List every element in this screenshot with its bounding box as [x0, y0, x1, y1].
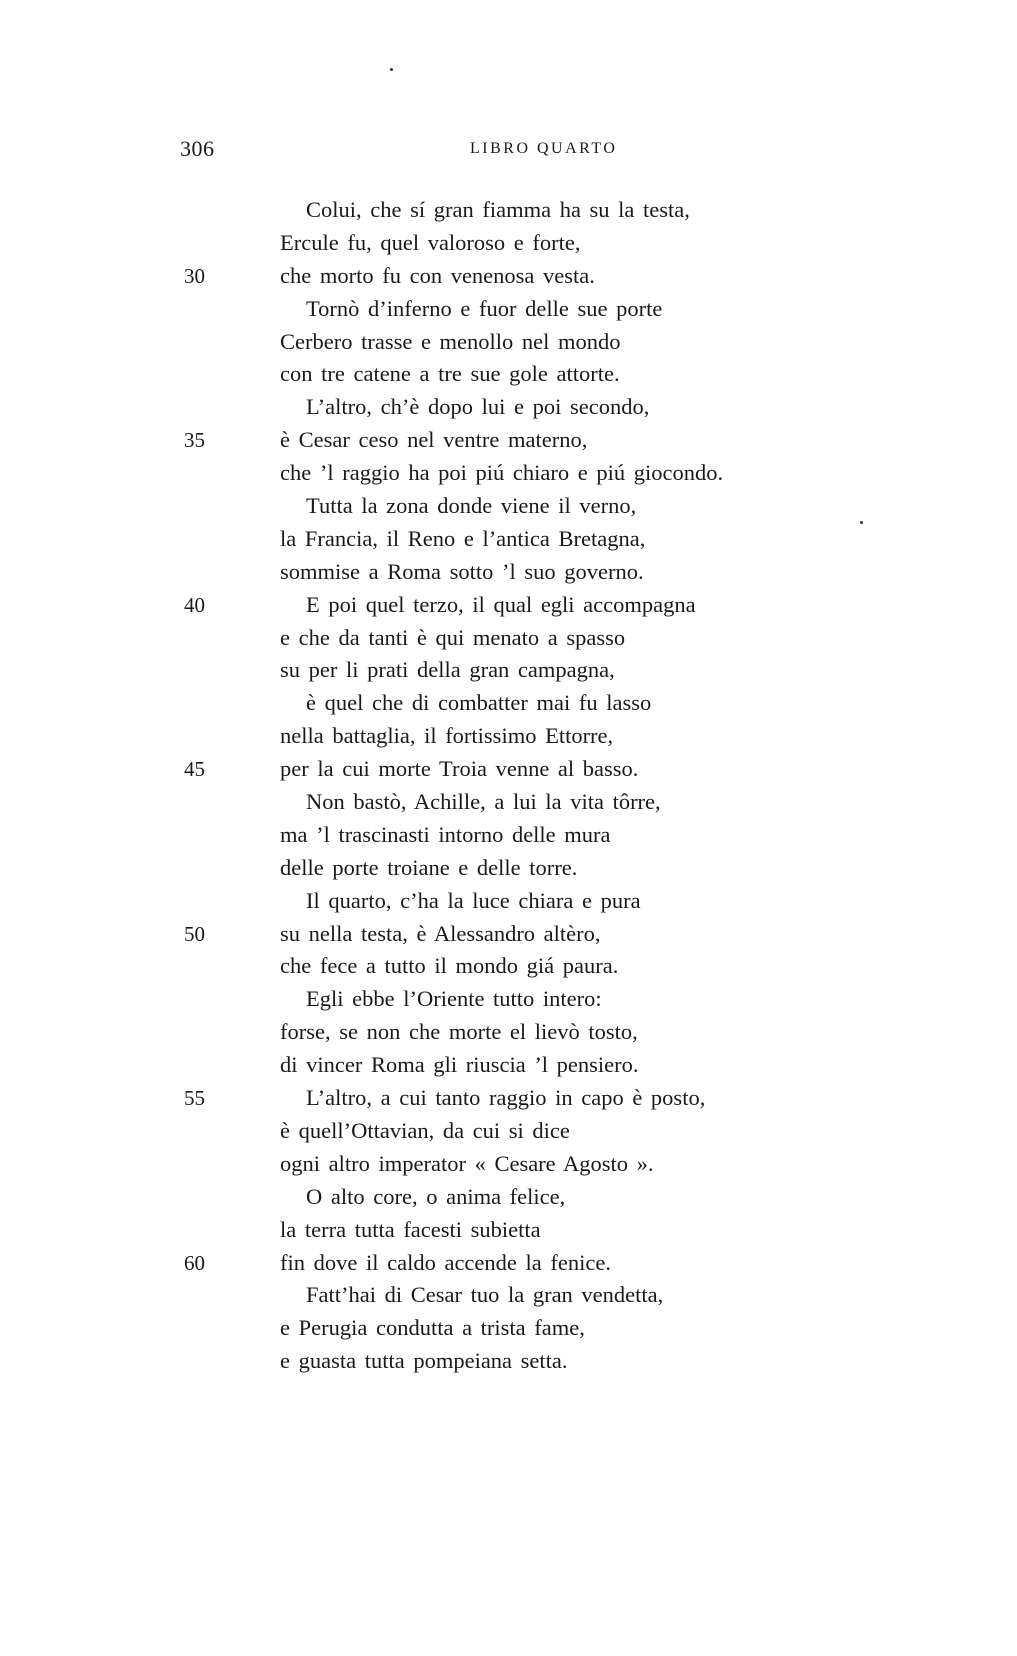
verse-text: Colui, che sí gran fiamma ha su la testa,: [306, 197, 690, 222]
verse-line: [0, 490, 1017, 523]
verse-line: [0, 227, 1017, 260]
verse-line: [0, 293, 1017, 326]
verse-text: forse, se non che morte el lievò tosto,: [280, 1019, 638, 1045]
verse-line: [0, 391, 1017, 424]
line-number: 45: [184, 757, 205, 782]
verse-line: [0, 523, 1017, 556]
verse-block: [0, 194, 1017, 1378]
verse-line: [0, 194, 1017, 227]
verse-line: [0, 1049, 1017, 1082]
verse-line: [0, 819, 1017, 852]
verse-line: [0, 1016, 1017, 1049]
verse-line: [0, 1115, 1017, 1148]
page-number: 306: [180, 136, 215, 161]
verse-line: [0, 1279, 1017, 1312]
verse-text: ogni altro imperator « Cesare Agosto ».: [280, 1150, 654, 1176]
verse-text: delle porte troiane e delle torre.: [280, 854, 578, 880]
verse-text: sommise a Roma sotto ’l suo governo.: [280, 558, 644, 584]
verse-line: [0, 358, 1017, 391]
verse-text: è Cesar ceso nel ventre materno,: [280, 427, 588, 453]
verse-text: e che da tanti è qui menato a spasso: [280, 624, 626, 650]
ink-speck: [390, 68, 393, 71]
page-header: [0, 136, 1017, 166]
verse-text: Tornò d’inferno e fuor delle sue porte: [306, 295, 663, 321]
verse-text: è quel che di combatter mai fu lasso: [306, 690, 652, 716]
verse-line: [0, 1082, 1017, 1115]
verse-text: E poi quel terzo, il qual egli accompagna: [306, 591, 696, 617]
verse-text: O alto core, o anima felice,: [306, 1183, 566, 1209]
verse-line: [0, 852, 1017, 885]
line-number: 35: [184, 428, 205, 453]
verse-text: la Francia, il Reno e l’antica Bretagna,: [280, 525, 646, 551]
verse-line: [0, 753, 1017, 786]
verse-text: di vincer Roma gli riuscia ’l pensiero.: [280, 1052, 639, 1078]
verse-text: e Perugia condutta a trista fame,: [280, 1315, 585, 1341]
verse-line: [0, 687, 1017, 720]
verse-text: Cerbero trasse e menollo nel mondo: [280, 328, 621, 354]
verse-line: [0, 260, 1017, 293]
verse-text: che ’l raggio ha poi piú chiaro e piú giocondo.: [280, 460, 724, 486]
verse-line: [0, 918, 1017, 951]
line-number: 50: [184, 921, 205, 946]
line-number: 60: [184, 1250, 205, 1275]
verse-text: Egli ebbe l’Oriente tutto intero:: [306, 986, 602, 1012]
verse-text: Il quarto, c’ha la luce chiara e pura: [306, 887, 641, 913]
verse-text: Non bastò, Achille, a lui la vita tôrre,: [306, 789, 661, 815]
verse-text: su per li prati della gran campagna,: [280, 657, 615, 683]
verse-line: [0, 654, 1017, 687]
verse-text: e guasta tutta pompeiana setta.: [280, 1348, 568, 1374]
verse-line: [0, 1181, 1017, 1214]
verse-line: [0, 1247, 1017, 1280]
verse-line: [0, 786, 1017, 819]
verse-text: che morto fu con venenosa vesta.: [280, 262, 595, 288]
verse-line: [0, 1148, 1017, 1181]
verse-text: Fatt’hai di Cesar tuo la gran vendetta,: [306, 1282, 664, 1308]
verse-line: [0, 457, 1017, 490]
verse-line: [0, 556, 1017, 589]
verse-text: per la cui morte Troia venne al basso.: [280, 756, 639, 782]
verse-line: [0, 950, 1017, 983]
verse-line: [0, 885, 1017, 918]
verse-line: [0, 326, 1017, 359]
verse-text: è quell’Ottavian, da cui si dice: [280, 1117, 570, 1143]
verse-text: L’altro, ch’è dopo lui e poi secondo,: [306, 394, 650, 420]
running-title: LIBRO QUARTO: [470, 140, 618, 157]
verse-text: con tre catene a tre sue gole attorte.: [280, 361, 620, 387]
verse-text: su nella testa, è Alessandro altèro,: [280, 920, 601, 946]
verse-line: [0, 424, 1017, 457]
verse-line: [0, 983, 1017, 1016]
verse-text: la terra tutta facesti subietta: [280, 1216, 541, 1242]
verse-line: [0, 1214, 1017, 1247]
verse-text: fin dove il caldo accende la fenice.: [280, 1249, 611, 1275]
verse-text: L’altro, a cui tanto raggio in capo è posto,: [306, 1085, 706, 1111]
line-number: 55: [184, 1086, 205, 1111]
verse-line: [0, 589, 1017, 622]
verse-line: [0, 1312, 1017, 1345]
verse-line: [0, 622, 1017, 655]
verse-line: [0, 720, 1017, 753]
verse-text: ma ’l trascinasti intorno delle mura: [280, 821, 611, 847]
verse-text: Tutta la zona donde viene il verno,: [306, 493, 637, 519]
verse-text: che fece a tutto il mondo giá paura.: [280, 953, 619, 979]
verse-text: nella battaglia, il fortissimo Ettorre,: [280, 723, 614, 749]
verse-text: Ercule fu, quel valoroso e forte,: [280, 229, 581, 255]
verse-line: [0, 1345, 1017, 1378]
line-number: 40: [184, 592, 205, 617]
line-number: 30: [184, 263, 205, 288]
